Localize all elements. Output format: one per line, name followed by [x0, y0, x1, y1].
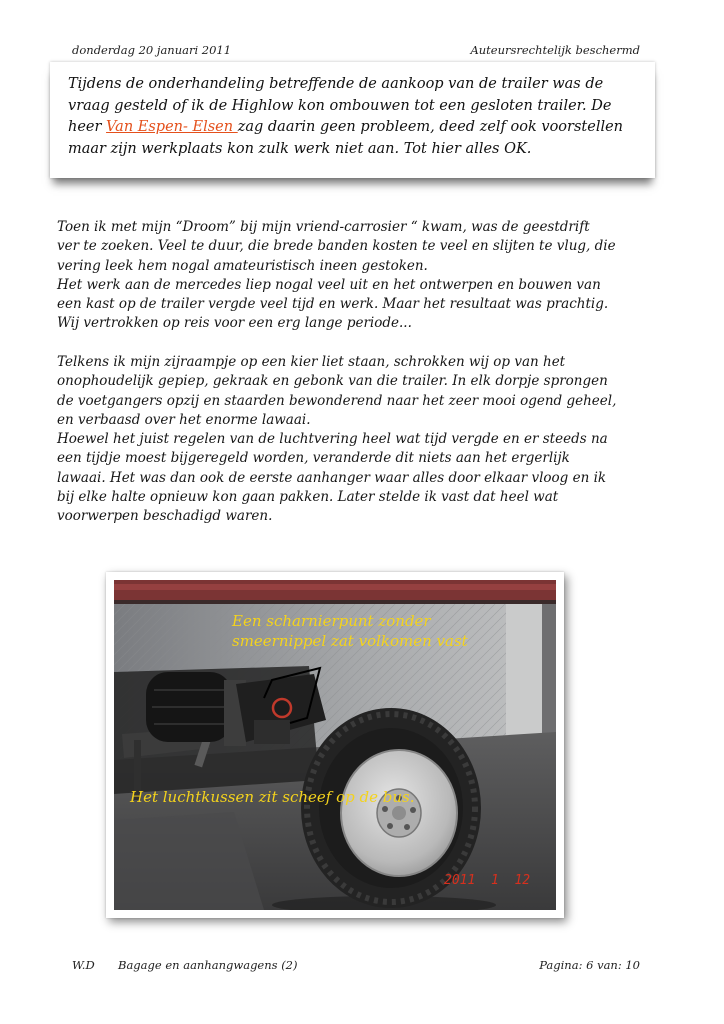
footer-author: W.D: [72, 958, 95, 972]
trailer-frame-bar: [114, 580, 556, 604]
photo-frame: [106, 572, 564, 918]
footer-document-title: Bagage en aanhangwagens (2): [118, 958, 298, 972]
header-date: donderdag 20 januari 2011: [72, 43, 232, 57]
body-line: een kast op de trailer vergde veel tijd en werk. Maar het resultaat was prachtig.: [57, 296, 609, 313]
header-copyright-notice: Auteursrechtelijk beschermd: [470, 43, 640, 57]
intro-line-text: heer: [68, 119, 107, 135]
body-line: Het werk aan de mercedes liep nogal veel uit en het ontwerpen en bouwen van: [57, 276, 601, 293]
trailer-axle-photo: [114, 580, 556, 910]
body-paragraph-1: [57, 218, 616, 334]
air-suspension-bag: [146, 672, 246, 746]
body-line: ver te zoeken. Veel te duur, die brede banden kosten te veel en slijten te vlug, die: [57, 238, 616, 255]
intro-line: [68, 117, 623, 139]
body-line: een tijdje moest bijgeregeld worden, veranderde dit niets aan het ergerlijk: [57, 450, 570, 467]
body-line: Toen ik met mijn “Droom” bij mijn vriend-carrosier “ kwam, was de geestdrift: [57, 219, 590, 235]
body-line: de voetgangers opzij en staarden bewonderend naar het zeer mooi ogend geheel,: [57, 392, 617, 409]
intro-text-box: [50, 62, 655, 178]
body-line: voorwerpen beschadigd waren.: [57, 508, 273, 525]
footer-page-number: Pagina: 6 van: 10: [539, 958, 640, 972]
body-line: Telkens ik mijn zijraampje op een kier liet staan, schrokken wij op van het: [57, 354, 566, 370]
photo-caption-air-bag: Het luchtkussen zit scheef op de bus.: [130, 788, 415, 806]
photo-date-stamp: 2011 1 12: [444, 873, 531, 888]
body-line: onophoudelijk gepiep, gekraak en gebonk van die trailer. In elk dorpje sprongen: [57, 373, 608, 390]
body-paragraph-2: [57, 353, 616, 527]
wheel-rim: [341, 750, 457, 876]
photo-caption-hinge: Een scharnierpunt zonder: [232, 612, 431, 630]
body-line: vering leek hem nogal amateuristisch ineen gestoken.: [57, 257, 428, 274]
photo-caption-hinge: smeernippel zat volkomen vast: [232, 632, 468, 650]
body-line: Wij vertrokken op reis voor een erg lange periode...: [57, 315, 412, 332]
intro-line-text: zag daarin geen probleem, deed zelf ook voorstellen: [237, 119, 624, 135]
body-line: lawaai. Het was dan ook de eerste aanhanger waar alles door elkaar vloog en ik: [57, 469, 607, 486]
intro-text: [68, 74, 623, 160]
intro-line: maar zijn werkplaats kon zulk werk niet aan. Tot hier alles OK.: [68, 140, 532, 157]
body-line: bij elke halte opnieuw kon gaan pakken. Later stelde ik vast dat heel wat: [57, 489, 559, 506]
intro-line: vraag gesteld of ik de Highlow kon ombouwen tot een gesloten trailer. De: [68, 97, 612, 114]
body-line: Hoewel het juist regelen van de luchtvering heel wat tijd vergde en er steeds na: [57, 431, 608, 448]
intro-line: Tijdens de onderhandeling betreffende de aankoop van de trailer was de: [68, 76, 604, 92]
seller-name-link[interactable]: Van Espen- Elsen: [106, 119, 238, 135]
body-line: en verbaasd over het enorme lawaai.: [57, 411, 311, 428]
